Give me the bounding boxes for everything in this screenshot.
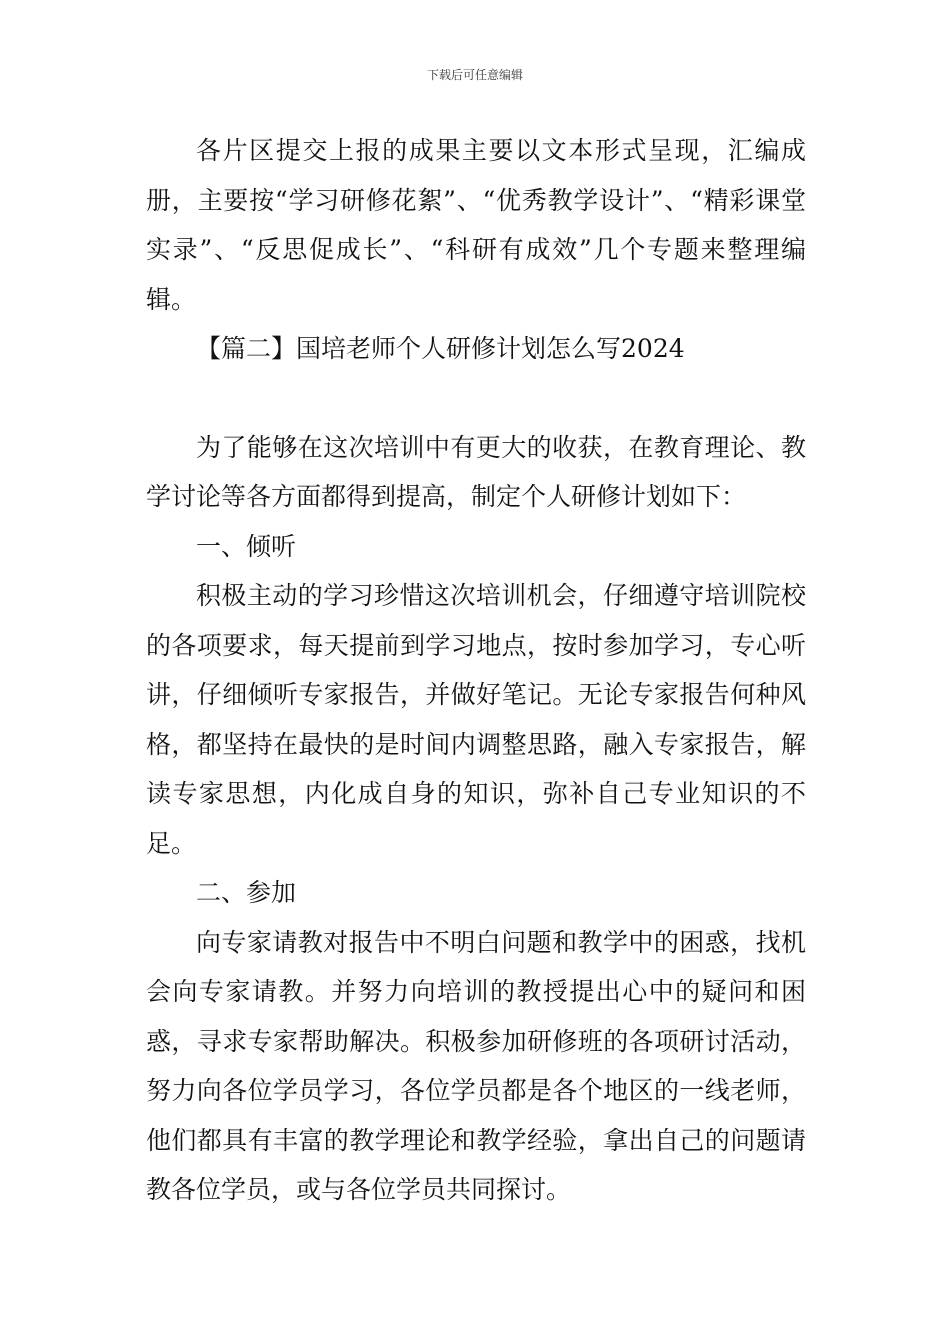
document-body (146, 126, 806, 1215)
paragraph-listen: 积极主动的学习珍惜这次培训机会，仔细遵守培训院校的各项要求，每天提前到学习地点，按时参加学习，专心听讲，仔细倾听专家报告，并做好笔记。无论专家报告何种风格，都坚持在最快的是时间内调整思路，融入专家报告，解读专家思想，内化成自身的知识，弥补自己专业知识的不足。 (146, 581, 806, 858)
subheading-listen: 一、倾听 (196, 531, 297, 561)
subheading-participate: 二、参加 (196, 878, 297, 907)
paragraph-results-summary: 各片区提交上报的成果主要以文本形式呈现，汇编成册，主要按“学习研修花絮”、“优秀教学设计”、“精彩课堂实录”、“反思促成长”、“科研有成效”几个专题来整理编辑。 (146, 136, 806, 314)
header-note: 下载后可任意编辑 (426, 68, 523, 82)
section-heading-part-two: 【篇二】国培老师个人研修计划怎么写2024 (196, 334, 685, 363)
paragraph-plan-intro: 为了能够在这次培训中有更大的收获，在教育理论、教学讨论等各方面都得到提高，制定个人研修计划如下： (146, 432, 806, 511)
paragraph-participate: 向专家请教对报告中不明白问题和教学中的困惑，找机会向专家请教。并努力向培训的教授提出心中的疑问和困惑，寻求专家帮助解决。积极参加研修班的各项研讨活动，努力向各位学员学习，各位学员都是各个地区的一线老师，他们都具有丰富的教学理论和教学经验，拿出自己的问题请教各位学员，或与各位学员共同探讨。 (146, 927, 806, 1204)
